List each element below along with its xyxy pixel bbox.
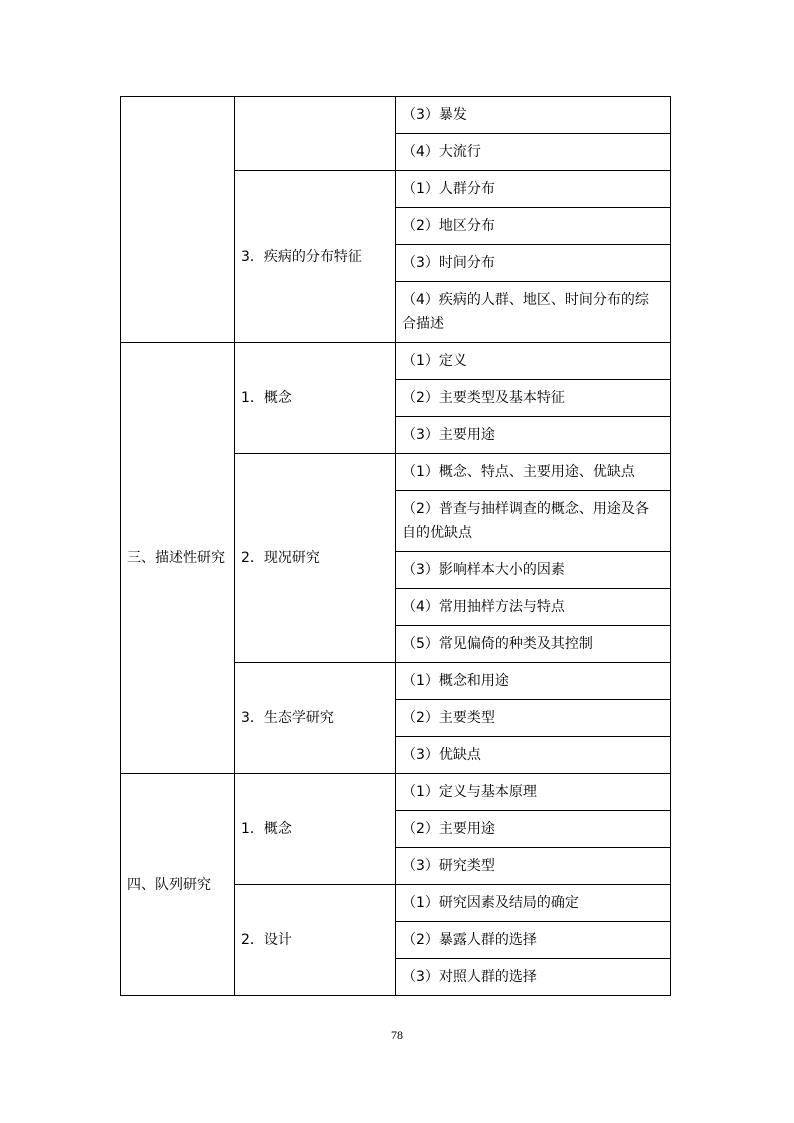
section-title-cell: 四、队列研究 [121,774,235,996]
item-cell: （2）暴露人群的选择 [396,922,671,959]
table-row [121,343,671,380]
item-cell: （1）人群分布 [396,171,671,208]
item-cell: （4）常用抽样方法与特点 [396,589,671,626]
item-cell: （3）影响样本大小的因素 [396,552,671,589]
group-title-cell: 2．设计 [235,885,396,996]
item-cell: （3）时间分布 [396,245,671,282]
section-title-cell: 三、描述性研究 [121,343,235,774]
item-cell: （1）研究因素及结局的确定 [396,885,671,922]
item-cell: （1）概念、特点、主要用途、优缺点 [396,454,671,491]
syllabus-table-body [121,97,671,996]
item-cell: （3）研究类型 [396,848,671,885]
syllabus-table [120,96,671,996]
item-cell: （4）疾病的人群、地区、时间分布的综合描述 [396,282,671,343]
item-cell: （2）主要类型 [396,700,671,737]
item-cell: （2）主要用途 [396,811,671,848]
item-cell: （2）普查与抽样调查的概念、用途及各自的优缺点 [396,491,671,552]
item-cell: （1）定义 [396,343,671,380]
item-cell: （5）常见偏倚的种类及其控制 [396,626,671,663]
group-title-cell [235,97,396,171]
group-title-cell: 1．概念 [235,343,396,454]
group-title-cell: 3．疾病的分布特征 [235,171,396,343]
item-cell: （3）主要用途 [396,417,671,454]
section-title-cell [121,97,235,343]
item-cell: （2）地区分布 [396,208,671,245]
item-cell: （2）主要类型及基本特征 [396,380,671,417]
item-cell: （3）优缺点 [396,737,671,774]
item-cell: （1）定义与基本原理 [396,774,671,811]
item-cell: （3）对照人群的选择 [396,959,671,996]
item-cell: （4）大流行 [396,134,671,171]
table-row [121,774,671,811]
page-number: 78 [391,1028,403,1042]
item-cell: （1）概念和用途 [396,663,671,700]
group-title-cell: 3．生态学研究 [235,663,396,774]
item-cell: （3）暴发 [396,97,671,134]
table-row [121,97,671,134]
group-title-cell: 2．现况研究 [235,454,396,663]
group-title-cell: 1．概念 [235,774,396,885]
